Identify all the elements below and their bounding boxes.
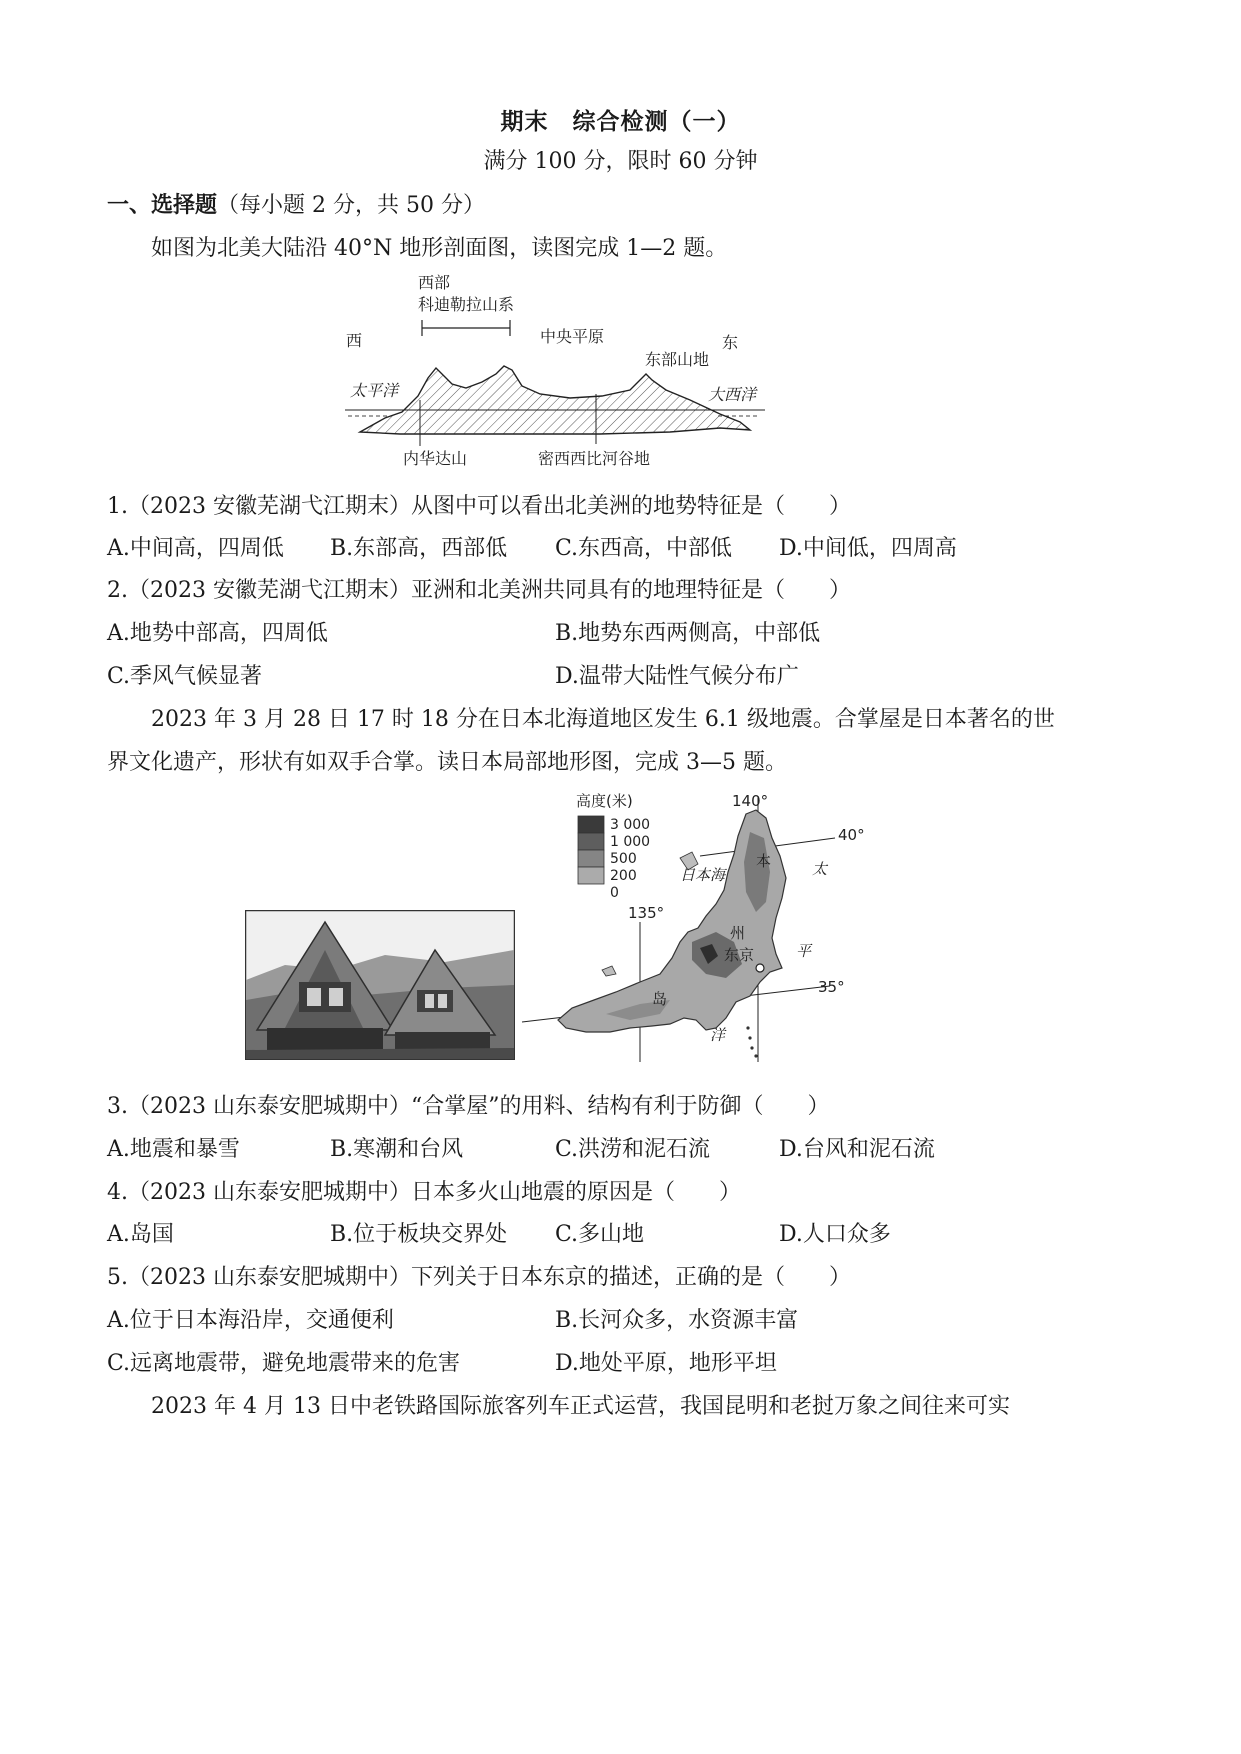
lon-135-label: 135°	[628, 904, 665, 922]
q5-option-d: D.地处平原，地形平坦	[555, 1351, 777, 1376]
izu-islands	[746, 1026, 757, 1057]
page-subtitle: 满分 100 分，限时 60 分钟	[483, 149, 758, 174]
legend-value: 500	[610, 851, 637, 867]
q3-option-c: C.洪涝和泥石流	[555, 1137, 711, 1162]
q1-option-c: C.东西高，中部低	[555, 536, 733, 561]
profile-label-cordillera-1: 西部	[418, 273, 451, 292]
page-title: 期末 综合检测（一）	[500, 108, 741, 135]
profile-label-cordillera-2: 科迪勒拉山系	[418, 295, 515, 314]
question-4-stem: 4.（2023 山东泰安肥城期中）日本多火山地震的原因是（ ）	[107, 1180, 741, 1205]
lon-140-label: 140°	[732, 792, 769, 810]
lat-35-label: 35°	[818, 978, 845, 996]
pacific-label-3: 洋	[710, 1026, 726, 1044]
lat-40-label: 40°	[838, 826, 865, 844]
q1-option-b: B.东部高，西部低	[330, 536, 508, 561]
profile-label-west: 西	[346, 331, 363, 350]
tokyo-label: 东京	[724, 946, 755, 964]
intro-text-3: 2023 年 4 月 13 日中老铁路国际旅客列车正式运营，我国昆明和老挝万象之间往来可实	[151, 1394, 1010, 1419]
q4-option-d: D.人口众多	[779, 1222, 891, 1247]
section-heading	[107, 191, 485, 220]
q1-option-a: A.中间高，四周低	[107, 536, 284, 561]
profile-label-mississippi: 密西西比河谷地	[538, 449, 651, 468]
honshu-label-3: 岛	[652, 990, 668, 1008]
north-america-profile-figure	[340, 270, 780, 475]
q2-option-b: B.地势东西两侧高，中部低	[555, 621, 821, 646]
q2-option-c: C.季风气候显著	[107, 664, 263, 689]
cordillera-bracket	[422, 320, 510, 336]
terrain-profile	[360, 366, 750, 434]
pacific-label-2: 平	[796, 942, 812, 960]
japan-terrain-map	[520, 782, 880, 1064]
intro-text-1: 如图为北美大陆沿 40°N 地形剖面图，读图完成 1—2 题。	[151, 236, 728, 261]
sea-of-japan-label: 日本海	[680, 866, 726, 884]
legend-value: 0	[610, 885, 619, 901]
q5-option-b: B.长河众多，水资源丰富	[555, 1308, 799, 1333]
profile-label-pacific: 太平洋	[350, 381, 399, 400]
elevation-legend	[578, 816, 650, 901]
profile-label-central-plain: 中央平原	[540, 327, 605, 346]
q1-option-d: D.中间低，四周高	[779, 536, 957, 561]
q3-option-d: D.台风和泥石流	[779, 1137, 935, 1162]
question-2-stem: 2.（2023 安徽芜湖弋江期末）亚洲和北美洲共同具有的地理特征是（ ）	[107, 578, 851, 603]
q4-option-a: A.岛国	[107, 1222, 174, 1247]
intro-text-2-line-2: 界文化遗产，形状有如双手合掌。读日本局部地形图，完成 3—5 题。	[107, 750, 787, 775]
pacific-label-1: 太	[812, 860, 828, 878]
legend-swatch	[578, 867, 604, 884]
legend-value: 1 000	[610, 834, 651, 850]
q2-option-d: D.温带大陆性气候分布广	[555, 664, 799, 689]
profile-label-east: 东	[722, 333, 739, 352]
profile-label-atlantic: 大西洋	[708, 385, 757, 404]
section-title: 一、选择题	[107, 192, 218, 218]
q5-option-c: C.远离地震带，避免地震带来的危害	[107, 1351, 461, 1376]
q4-option-c: C.多山地	[555, 1222, 645, 1247]
profile-label-nevada: 内华达山	[403, 449, 468, 468]
gassho-house-photo	[245, 910, 515, 1060]
legend-title: 高度(米)	[576, 792, 633, 810]
tokyo-marker	[756, 964, 764, 972]
legend-swatch	[578, 850, 604, 867]
q3-option-b: B.寒潮和台风	[330, 1137, 464, 1162]
legend-swatch	[578, 833, 604, 850]
profile-label-east-mountains: 东部山地	[645, 350, 710, 369]
q2-option-a: A.地势中部高，四周低	[107, 621, 328, 646]
question-5-stem: 5.（2023 山东泰安肥城期中）下列关于日本东京的描述，正确的是（ ）	[107, 1265, 851, 1290]
q4-option-b: B.位于板块交界处	[330, 1222, 508, 1247]
legend-value: 200	[610, 868, 637, 884]
intro-text-2-line-1: 2023 年 3 月 28 日 17 时 18 分在日本北海道地区发生 6.1 级地震。合掌屋是日本著名的世	[151, 707, 1055, 732]
question-3-stem: 3.（2023 山东泰安肥城期中）“合掌屋”的用料、结构有利于防御（ ）	[107, 1094, 830, 1119]
legend-swatch	[578, 816, 604, 833]
q5-option-a: A.位于日本海沿岸，交通便利	[107, 1308, 394, 1333]
question-1-stem: 1.（2023 安徽芜湖弋江期末）从图中可以看出北美洲的地势特征是（ ）	[107, 494, 851, 519]
q3-option-a: A.地震和暴雪	[107, 1137, 240, 1162]
section-note: （每小题 2 分，共 50 分）	[217, 193, 485, 218]
legend-value: 3 000	[610, 817, 651, 833]
honshu-label-2: 州	[730, 924, 746, 942]
honshu-label-1: 本	[756, 852, 772, 870]
